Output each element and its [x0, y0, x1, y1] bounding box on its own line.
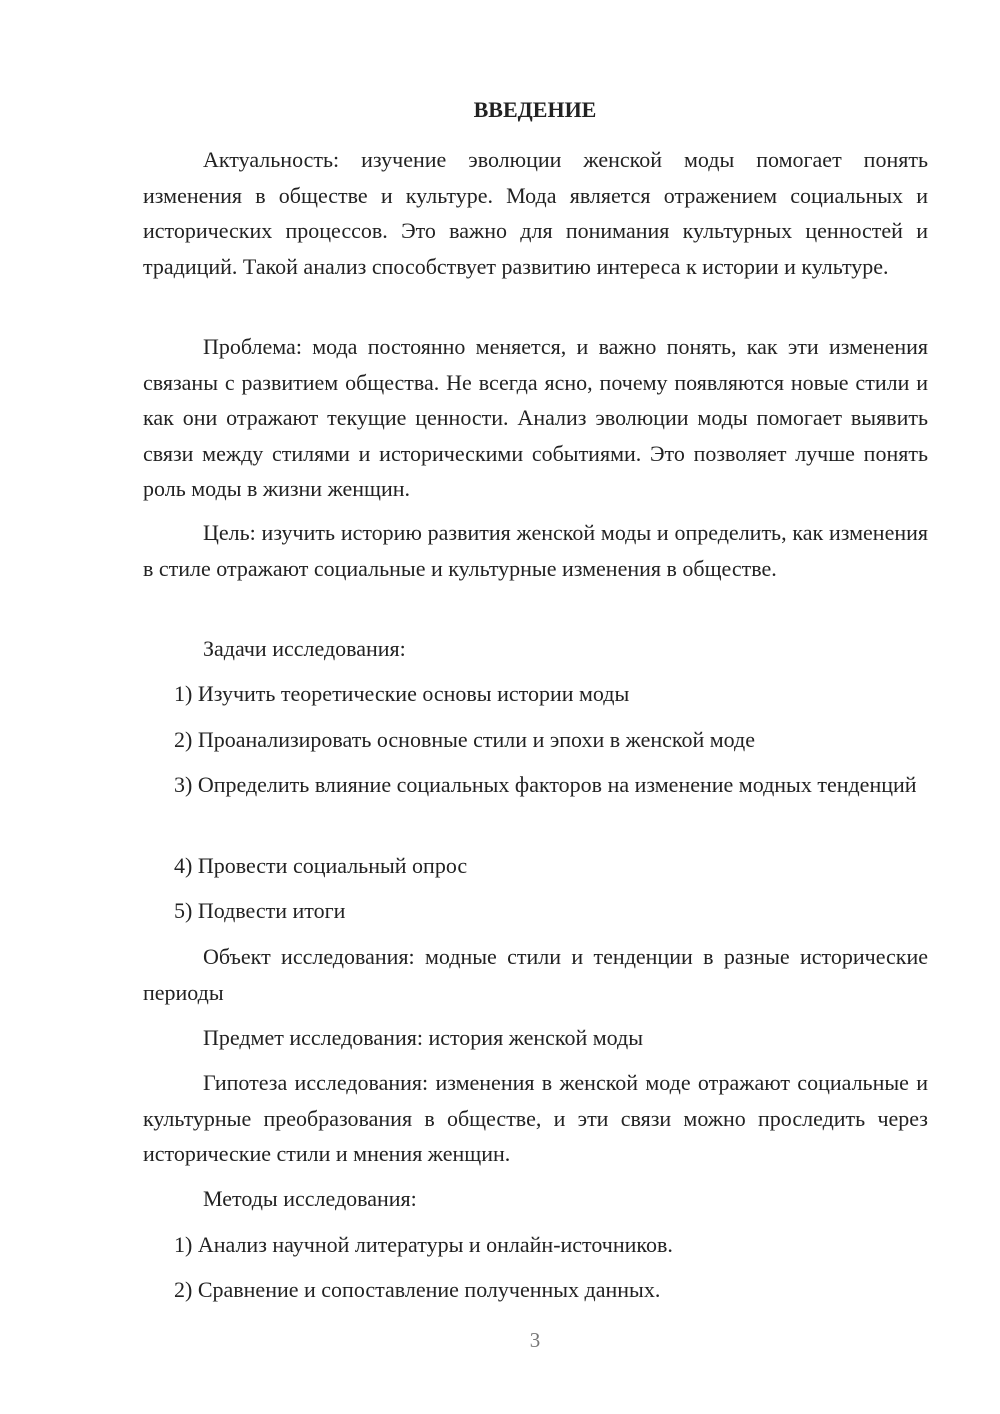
page-number: 3	[529, 1328, 541, 1352]
problem-paragraph: Проблема: мода постоянно меняется, и важно понять, как эти изменения связаны с развитием общества. Не всегда ясно, почему появляются новые стили и как они отражают текущие ценности. Анализ эволюции моды помогает выявить связи между стилями и историческими событиями. Это позволяет лучше понять роль моды в жизни женщин.	[143, 334, 928, 501]
goal-paragraph: Цель: изучить историю развития женской моды и определить, как изменения в стиле отражают социальные и культурные изменения в обществе.	[143, 520, 928, 581]
task-item-4: 4) Провести социальный опрос	[174, 853, 468, 878]
tasks-heading: Задачи исследования:	[203, 636, 406, 661]
method-item-2: 2) Сравнение и сопоставление полученных данных.	[174, 1277, 661, 1302]
relevance-paragraph: Актуальность: изучение эволюции женской моды помогает понять изменения в обществе и культуре. Мода является отражением социальных и исторических процессов. Это важно для понимания культурных ценностей и традиций. Такой анализ способствует развитию интереса к истории и культуре.	[143, 147, 928, 279]
method-item-1: 1) Анализ научной литературы и онлайн-источников.	[174, 1232, 673, 1257]
task-item-2: 2) Проанализировать основные стили и эпохи в женской моде	[174, 727, 755, 752]
task-item-5: 5) Подвести итоги	[174, 898, 346, 923]
section-heading: ВВЕДЕНИЕ	[473, 97, 597, 122]
object-paragraph: Объект исследования: модные стили и тенденции в разные исторические периоды	[143, 944, 928, 1005]
hypothesis-paragraph: Гипотеза исследования: изменения в женской моде отражают социальные и культурные преобразования в обществе, и эти связи можно проследить через исторические стили и мнения женщин.	[143, 1070, 928, 1166]
task-item-1: 1) Изучить теоретические основы истории моды	[174, 681, 630, 706]
methods-heading: Методы исследования:	[203, 1186, 417, 1211]
subject-paragraph: Предмет исследования: история женской моды	[203, 1025, 644, 1050]
task-item-3: 3) Определить влияние социальных факторов на изменение модных тенденций	[174, 772, 917, 797]
